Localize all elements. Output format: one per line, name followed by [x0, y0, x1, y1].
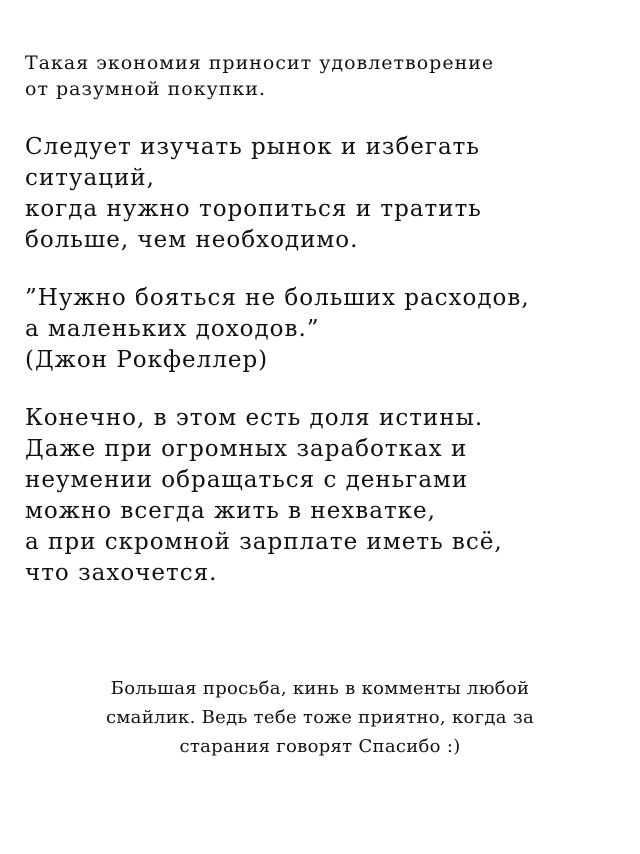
text-line: неумении обращаться с деньгами — [25, 467, 469, 493]
paragraph-conclusion — [25, 403, 503, 589]
quote-line: ”Нужно бояться не больших расходов, — [25, 285, 530, 311]
text-line: Следует изучать рынок и избегать — [25, 134, 480, 160]
paragraph-market-advice — [25, 132, 482, 256]
footer-line: старания говорят Спасибо :) — [179, 736, 461, 757]
quote-rockefeller — [25, 283, 530, 376]
text-line: что захочется. — [25, 560, 218, 586]
footer-line: Большая просьба, кинь в комменты любой — [110, 678, 530, 699]
footer-request — [0, 674, 640, 761]
text-line: Конечно, в этом есть доля истины. — [25, 405, 484, 431]
footer-line: смайлик. Ведь тебе тоже приятно, когда за — [106, 707, 534, 728]
text-line: от разумной покупки. — [25, 78, 267, 100]
paragraph-economy — [25, 50, 494, 102]
text-line: когда нужно торопиться и тратить — [25, 196, 482, 222]
text-line: ситуаций, — [25, 165, 155, 191]
quote-attribution: (Джон Рокфеллер) — [25, 347, 269, 373]
text-line: а при скромной зарплате иметь всё, — [25, 529, 503, 555]
text-line: Такая экономия приносит удовлетворение — [25, 52, 495, 74]
quote-line: а маленьких доходов.” — [25, 316, 320, 342]
text-line: больше, чем необходимо. — [25, 227, 359, 253]
text-line: Даже при огромных заработках и — [25, 436, 468, 462]
text-line: можно всегда жить в нехватке, — [25, 498, 436, 524]
